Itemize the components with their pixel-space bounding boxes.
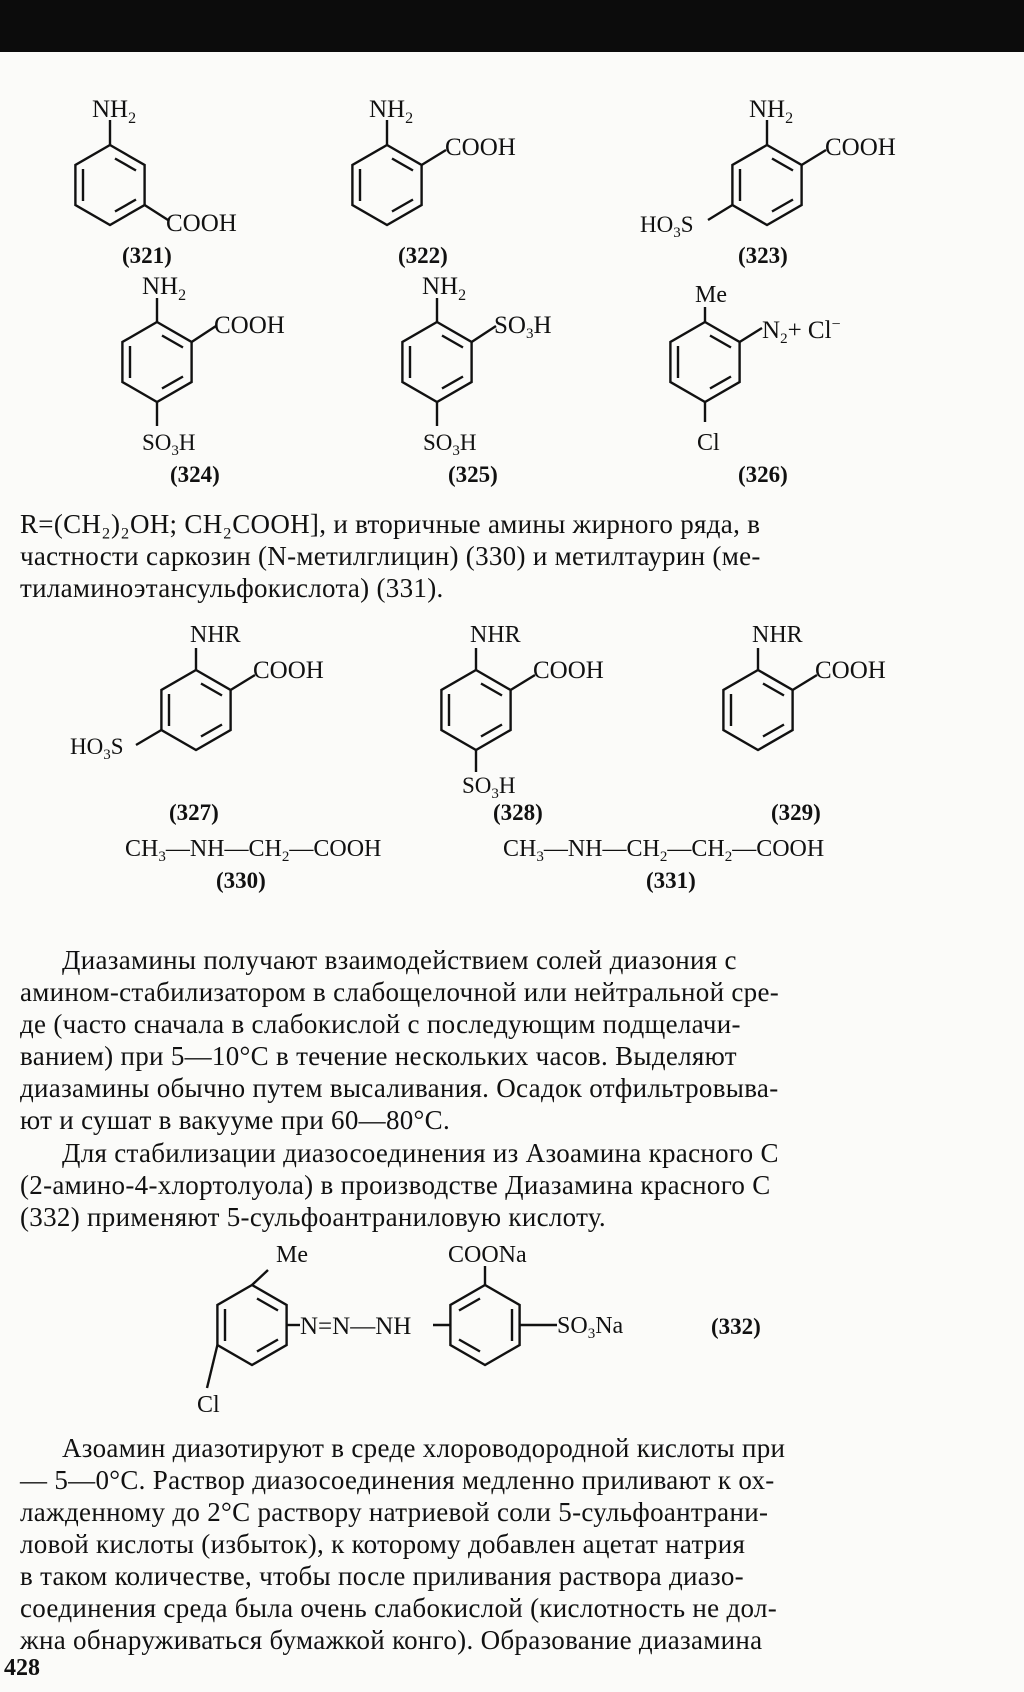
structure-325 [402,273,551,487]
svg-text:(327): (327) [169,800,219,825]
svg-text:Cl: Cl [197,1392,220,1418]
svg-text:COOH: COOH [815,657,886,684]
svg-text:COOH: COOH [166,210,237,237]
text-line: де (часто сначала в слабокислой с последующим подщелачи- [20,1009,741,1039]
text-line: Диазамины получают взаимодействием солей диазония с [62,945,737,975]
paragraph-4 [20,1432,965,1656]
svg-text:COOH: COOH [214,312,285,339]
text-line: тиламиноэтансульфокислота) (331). [20,573,444,603]
structure-332 [197,1242,761,1418]
svg-text:Me: Me [695,282,727,308]
svg-text:(330): (330) [216,868,266,893]
svg-text:NH2: $NH_2$ [749,96,794,127]
structure-329 [723,622,885,825]
svg-text:COOH: COOH [253,657,324,684]
svg-text:SO3H: $SO_3H$ [494,312,552,342]
svg-text:(322): (322) [398,243,448,268]
text-line: R=(CH₂)₂OH; CH₂COOH], и вторичные амины жирного ряда, в [20,509,761,539]
svg-text:NH2: $NH_2$ [92,96,137,127]
svg-text:SO3Na: $SO_3Na$ [557,1313,624,1342]
svg-text:(325): (325) [448,462,498,487]
svg-text:(332): (332) [711,1314,761,1339]
svg-text:SO3H: $SO_3H$ [462,773,516,802]
text-line: в таком количестве, чтобы после приливания раствора диазо- [20,1561,744,1591]
structure-321 [75,96,236,268]
text-line: диазамины обычно путем высаливания. Осадок отфильтровыва- [20,1073,779,1103]
structure-327 [70,622,324,825]
structure-323 [640,96,896,268]
svg-text:COOH: COOH [445,134,516,161]
svg-text:NH2: $NH_2$ [369,96,414,127]
svg-text:(328): (328) [493,800,543,825]
svg-text:NHR: NHR [470,622,521,648]
text-line: соединения среда была очень слабокислой (кислотность не дол- [20,1593,778,1623]
paragraph-1 [20,508,965,604]
text-line: Азоамин диазотируют в среде хлороводородной кислоты при [62,1433,786,1463]
svg-text:CH3—NH—CH2—COOH: $CH_3—NH—CH_2—COOH$ [125,836,382,865]
svg-text:NHR: NHR [752,622,803,648]
text-line: ловой кислоты (избыток), к которому добавлен ацетат натрия [20,1529,746,1559]
text-line: жна обнаруживаться бумажкой конго). Образование диазамина [20,1625,763,1655]
svg-text:NH2: $NH_2$ [422,273,467,304]
text-line: амином-стабилизатором в слабощелочной или нейтральной сре- [20,977,780,1007]
text-line: (332) применяют 5-сульфоантраниловую кислоту. [20,1202,606,1232]
structure-326 [670,282,840,487]
text-line: лажденному до 2°С раствору натриевой соли 5-сульфоантрани- [20,1497,769,1527]
svg-text:HO3S: $HO_3S$ [640,212,694,241]
svg-text:NH2: $NH_2$ [142,273,187,304]
paragraph-2 [20,944,965,1136]
text-line: Для стабилизации диазосоединения из Азоамина красного С [62,1138,779,1168]
page-number: 428 [4,1655,40,1681]
structure-322 [352,96,515,268]
svg-text:CH3—NH—CH2—CH2—COOH: $CH_3—NH—CH_2—CH_2—COOH$ [503,836,825,865]
paragraph-3 [20,1137,965,1233]
text-line: ют и сушат в вакууме при 60—80°С. [20,1105,450,1135]
svg-text:COOH: COOH [533,657,604,684]
svg-text:SO3H: $SO_3H$ [142,430,196,459]
svg-text:N=N—NH: N=N—NH [300,1313,412,1340]
text-line: (2-амино-4-хлортолуола) в производстве Диазамина красного С [20,1170,771,1200]
svg-text:Me: Me [276,1242,308,1268]
text-line: частности саркозин (N-метилглицин) (330) и метилтаурин (ме- [20,541,761,571]
structure-324 [122,273,284,487]
svg-text:(324): (324) [170,462,220,487]
svg-text:COOH: COOH [825,134,896,161]
formula-330 [125,836,381,893]
svg-text:NHR: NHR [190,622,241,648]
svg-text:COONa: COONa [448,1242,527,1268]
svg-text:(321): (321) [122,243,172,268]
svg-text:N2+ Cl−: $N_2+ Cl^-$ [762,316,841,347]
svg-text:(331): (331) [646,868,696,893]
svg-text:Cl: Cl [697,430,720,456]
text-line: — 5—0°С. Раствор диазосоединения медленно приливают к ох- [20,1465,775,1495]
svg-text:HO3S: $HO_3S$ [70,734,124,763]
svg-text:(326): (326) [738,462,788,487]
svg-text:SO3H: $SO_3H$ [423,430,477,459]
formula-331 [503,836,824,893]
text-line: ванием) при 5—10°С в течение нескольких часов. Выделяют [20,1041,737,1071]
structure-328 [441,622,603,825]
svg-text:(323): (323) [738,243,788,268]
svg-text:(329): (329) [771,800,821,825]
